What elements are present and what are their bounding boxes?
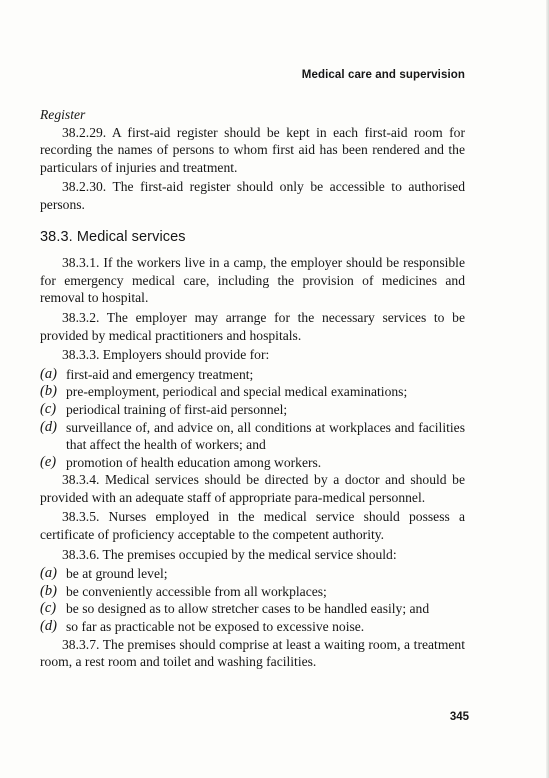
page-number: 345 [449,711,469,723]
paragraph-38-3-2: 38.3.2. The employer may arrange for the necessary services to be provided by medical practitioners and hospitals. [40,309,465,343]
running-header: Medical care and supervision [301,69,465,81]
list-item-label: (c) [40,400,57,417]
list-item-text: periodical training of first-aid personnel; [66,401,288,417]
list-item-label: (a) [40,365,57,382]
list-item [40,618,465,636]
list-item-text: be conveniently accessible from all workplaces; [66,583,327,599]
list-item [40,600,465,618]
list-item-label: (e) [40,453,57,470]
premises-requirements-list [40,565,465,635]
list-item [40,366,465,384]
paragraph-38-3-1: 38.3.1. If the workers live in a camp, the employer should be responsible for emergency medical care, including the provision of medicines and removal to hospital. [40,255,465,306]
list-item-text: be so designed as to allow stretcher cases to be handled easily; and [66,601,430,617]
list-item-text: be at ground level; [66,566,168,582]
list-item [40,454,465,472]
list-item-text: surveillance of, and advice on, all conditions at workplaces and facilities that affect the health of workers; and [66,419,465,453]
section-heading-medical-services: 38.3. Medical services [40,228,186,245]
list-item [40,583,465,601]
paragraph-38-2-30: 38.2.30. The first-aid register should only be accessible to authorised persons. [40,179,465,212]
list-item [40,419,465,454]
list-item-label: (d) [40,618,57,635]
paragraph-38-3-3: 38.3.3. Employers should provide for: [62,347,270,363]
paragraph-38-3-6: 38.3.6. The premises occupied by the medical service should: [62,546,397,562]
subheading-register: Register [40,107,86,122]
page-body [40,106,465,673]
employer-provisions-list [40,366,465,472]
list-item [40,383,465,401]
list-item-text: pre-employment, periodical and special medical examinations; [66,384,408,400]
paragraph-38-3-7: 38.3.7. The premises should comprise at least a waiting room, a treatment room, a rest room and toilet and washing facilities. [40,636,465,670]
list-item-label: (b) [40,383,57,400]
list-item [40,401,465,419]
list-item-text: first-aid and emergency treatment; [66,366,254,382]
paragraph-38-3-4: 38.3.4. Medical services should be directed by a doctor and should be provided with an adequate staff of appropriate para-medical personnel. [40,472,465,505]
paragraph-38-3-5: 38.3.5. Nurses employed in the medical service should possess a certificate of proficiency acceptable to the competent authority. [40,509,465,543]
list-item-text: promotion of health education among workers. [66,454,322,470]
list-item-label: (a) [40,565,57,582]
paragraph-38-2-29: 38.2.29. A first-aid register should be kept in each first-aid room for recording the names of persons to whom first aid has been rendered and the particulars of injuries and treatment. [40,124,465,175]
list-item [40,565,465,583]
list-item-label: (d) [40,418,57,435]
list-item-label: (b) [40,582,57,599]
list-item-text: so far as practicable not be exposed to excessive noise. [66,619,365,635]
list-item-label: (c) [40,600,57,617]
